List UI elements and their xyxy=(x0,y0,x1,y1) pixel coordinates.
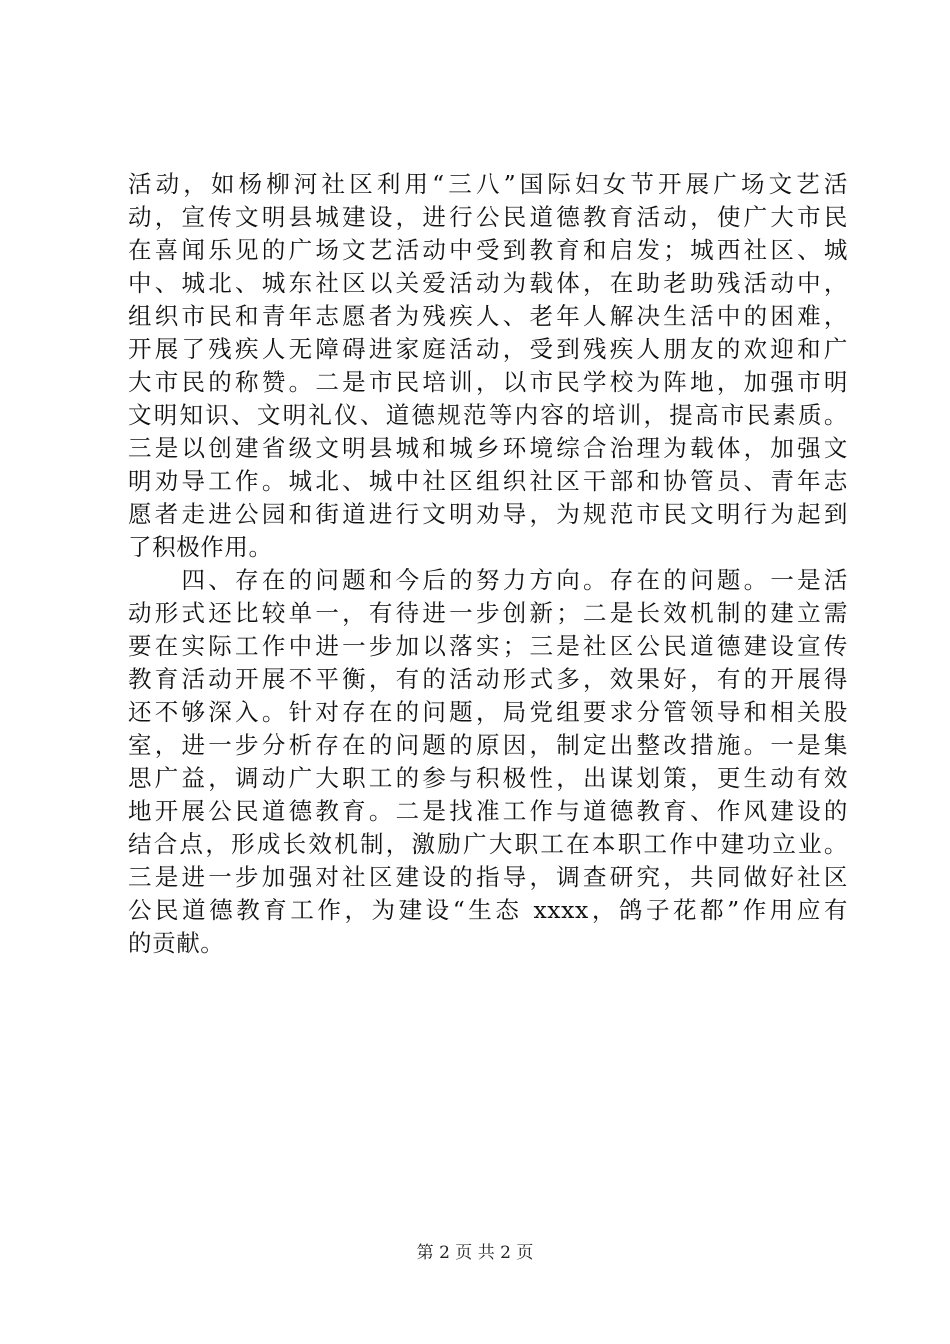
text-line: 明劝导工作。城北、城中社区组织社区干部和协管员、青年志 xyxy=(128,467,848,495)
text-line: 中、城北、城东社区以关爱活动为载体，在助老助残活动中， xyxy=(128,269,848,297)
text-line: 开展了残疾人无障碍进家庭活动，受到残疾人朋友的欢迎和广 xyxy=(128,335,848,363)
text-line: 文明知识、文明礼仪、道德规范等内容的培训，提高市民素质。 xyxy=(128,401,848,429)
text-line: 动，宣传文明县城建设，进行公民道德教育活动，使广大市民 xyxy=(128,203,848,231)
text-line: 还不够深入。针对存在的问题，局党组要求分管领导和相关股 xyxy=(128,698,848,726)
paragraph-start-line: 四、存在的问题和今后的努力方向。存在的问题。一是活 xyxy=(128,566,848,594)
text-line: 组织市民和青年志愿者为残疾人、老年人解决生活中的困难， xyxy=(128,302,848,330)
text-line: 在喜闻乐见的广场文艺活动中受到教育和启发；城西社区、城 xyxy=(128,236,848,264)
text-line: 教育活动开展不平衡，有的活动形式多，效果好，有的开展得 xyxy=(128,665,848,693)
text-line: 地开展公民道德教育。二是找准工作与道德教育、作风建设的 xyxy=(128,797,848,825)
text-line: 的贡献。 xyxy=(128,929,225,957)
text-line: 大市民的称赞。二是市民培训，以市民学校为阵地，加强市明 xyxy=(128,368,848,396)
text-line: 三是以创建省级文明县城和城乡环境综合治理为载体，加强文 xyxy=(128,434,848,462)
text-line: 三是进一步加强对社区建设的指导，调查研究，共同做好社区 xyxy=(128,863,848,891)
text-line: 室，进一步分析存在的问题的原因，制定出整改措施。一是集 xyxy=(128,731,848,759)
page-footer: 第 2 页 共 2 页 xyxy=(416,1243,534,1263)
text-line: 了积极作用。 xyxy=(128,533,273,561)
text-line: 动形式还比较单一，有待进一步创新；二是长效机制的建立需 xyxy=(128,599,848,627)
text-line: 思广益，调动广大职工的参与积极性，出谋划策，更生动有效 xyxy=(128,764,848,792)
text-line: 公民道德教育工作，为建设“生态 xxxx，鸽子花都”作用应有 xyxy=(128,896,848,924)
text-line: 活动，如杨柳河社区利用“三八”国际妇女节开展广场文艺活 xyxy=(128,170,848,198)
body-text xyxy=(128,168,848,960)
text-line: 愿者走进公园和街道进行文明劝导，为规范市民文明行为起到 xyxy=(128,500,848,528)
text-line: 要在实际工作中进一步加以落实；三是社区公民道德建设宣传 xyxy=(128,632,848,660)
text-line: 结合点，形成长效机制，激励广大职工在本职工作中建功立业。 xyxy=(128,830,848,858)
